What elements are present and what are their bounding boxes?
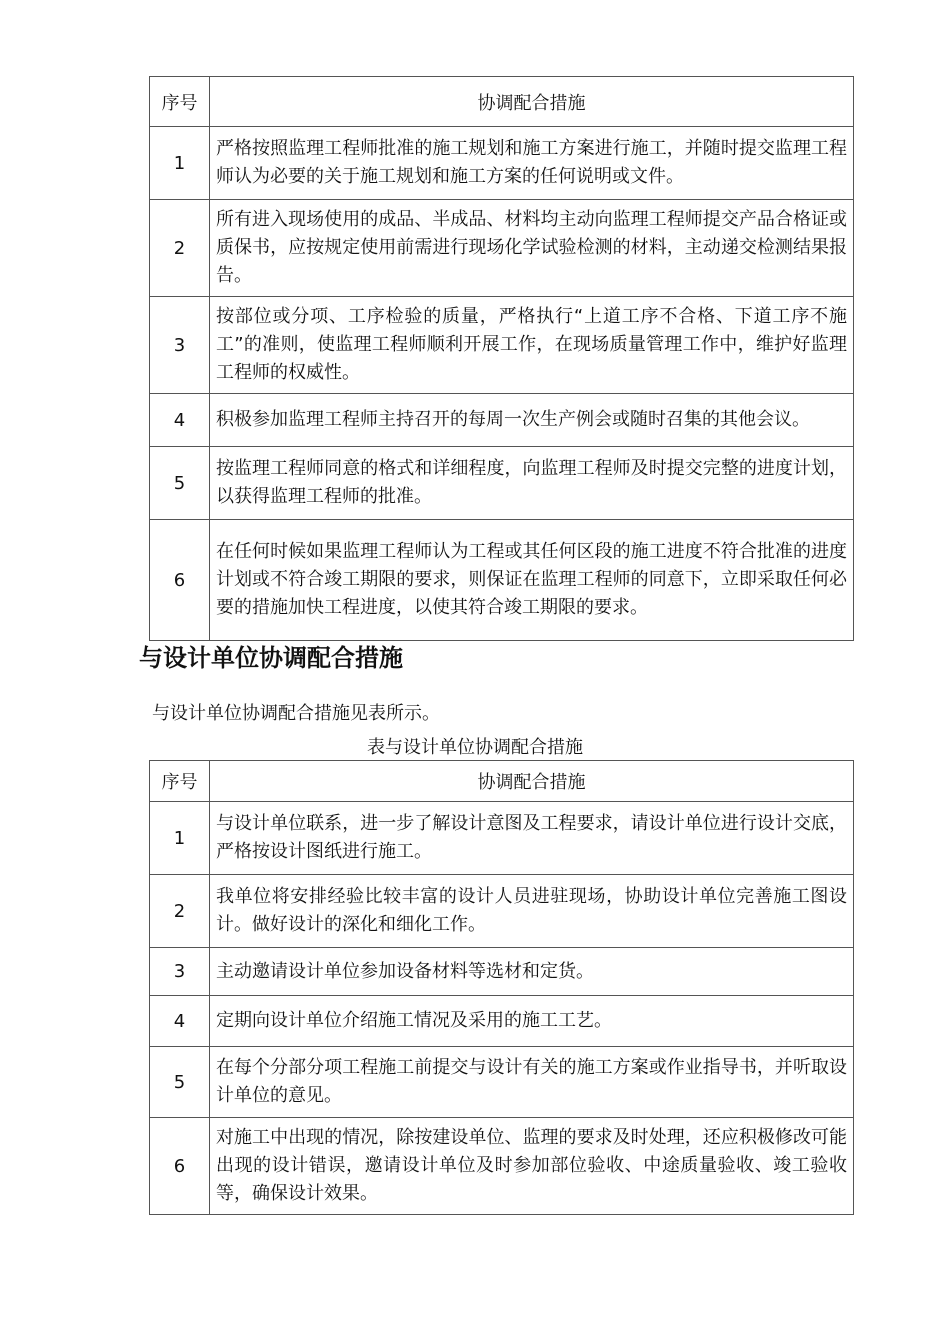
row-number: 3 xyxy=(150,948,210,996)
table-header-row xyxy=(150,761,854,802)
row-number: 1 xyxy=(150,802,210,875)
row-text: 定期向设计单位介绍施工情况及采用的施工工艺。 xyxy=(210,996,854,1047)
table-row xyxy=(150,297,854,394)
row-number: 2 xyxy=(150,200,210,297)
header-serial-number: 序号 xyxy=(150,761,210,802)
table-row xyxy=(150,1118,854,1215)
table-row xyxy=(150,394,854,447)
row-number: 5 xyxy=(150,447,210,520)
table-row xyxy=(150,802,854,875)
row-text: 按部位或分项、工序检验的质量，严格执行“上道工序不合格、下道工序不施工”的准则，使监理工程师顺利开展工作，在现场质量管理工作中，维护好监理工程师的权威性。 xyxy=(210,297,854,394)
row-number: 4 xyxy=(150,996,210,1047)
row-text: 积极参加监理工程师主持召开的每周一次生产例会或随时召集的其他会议。 xyxy=(210,394,854,447)
table-row xyxy=(150,127,854,200)
table-row xyxy=(150,520,854,641)
row-text: 严格按照监理工程师批准的施工规划和施工方案进行施工，并随时提交监理工程师认为必要的关于施工规划和施工方案的任何说明或文件。 xyxy=(210,127,854,200)
row-text: 按监理工程师同意的格式和详细程度，向监理工程师及时提交完整的进度计划，以获得监理工程师的批准。 xyxy=(210,447,854,520)
row-text: 与设计单位联系，进一步了解设计意图及工程要求，请设计单位进行设计交底，严格按设计图纸进行施工。 xyxy=(210,802,854,875)
table-header-row xyxy=(150,77,854,127)
row-text: 我单位将安排经验比较丰富的设计人员进驻现场，协助设计单位完善施工图设计。做好设计的深化和细化工作。 xyxy=(210,875,854,948)
row-text: 对施工中出现的情况，除按建设单位、监理的要求及时处理，还应积极修改可能出现的设计错误，邀请设计单位及时参加部位验收、中途质量验收、竣工验收等，确保设计效果。 xyxy=(210,1118,854,1215)
table-row xyxy=(150,200,854,297)
row-text: 所有进入现场使用的成品、半成品、材料均主动向监理工程师提交产品合格证或质保书，应按规定使用前需进行现场化学试验检测的材料，主动递交检测结果报告。 xyxy=(210,200,854,297)
header-measure: 协调配合措施 xyxy=(210,77,854,127)
row-number: 3 xyxy=(150,297,210,394)
measures-table-supervisor xyxy=(149,76,854,641)
header-serial-number: 序号 xyxy=(150,77,210,127)
row-number: 4 xyxy=(150,394,210,447)
section-heading: 与设计单位协调配合措施 xyxy=(139,644,403,672)
row-text: 在每个分部分项工程施工前提交与设计有关的施工方案或作业指导书，并听取设计单位的意见。 xyxy=(210,1047,854,1118)
table-row xyxy=(150,996,854,1047)
table-row xyxy=(150,1047,854,1118)
row-number: 6 xyxy=(150,520,210,641)
table-row xyxy=(150,875,854,948)
row-number: 5 xyxy=(150,1047,210,1118)
section-paragraph: 与设计单位协调配合措施见表所示。 xyxy=(152,703,440,724)
header-measure: 协调配合措施 xyxy=(210,761,854,802)
measures-table-design xyxy=(149,760,854,1215)
table-row xyxy=(150,948,854,996)
row-text: 主动邀请设计单位参加设备材料等选材和定货。 xyxy=(210,948,854,996)
row-number: 1 xyxy=(150,127,210,200)
row-number: 2 xyxy=(150,875,210,948)
row-number: 6 xyxy=(150,1118,210,1215)
table-row xyxy=(150,447,854,520)
table-caption: 表与设计单位协调配合措施 xyxy=(367,737,583,758)
row-text: 在任何时候如果监理工程师认为工程或其任何区段的施工进度不符合批准的进度计划或不符合竣工期限的要求，则保证在监理工程师的同意下，立即采取任何必要的措施加快工程进度，以使其符合竣工期限的要求。 xyxy=(210,520,854,641)
